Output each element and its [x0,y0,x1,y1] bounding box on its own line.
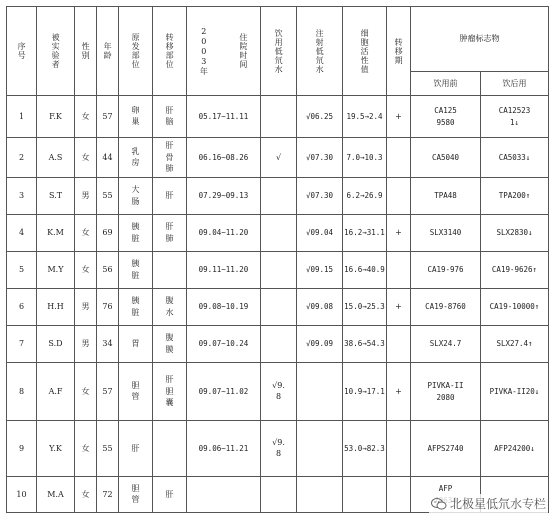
cell-transfer: + [387,363,411,421]
cell-transfer: + [387,289,411,326]
header-cell: 细胞活性值 [343,7,387,96]
table-row [7,421,549,477]
cell-cell: 6.2→26.9 [343,178,387,215]
cell-inject: √06.25 [297,96,343,138]
cell-sex: 女 [75,138,97,178]
cell-dates: 09.07~10.24 [187,326,261,363]
header-marker: 肿瘤标志物 [411,7,549,72]
cell-metastasis: 肝骨肺 [153,138,187,178]
wechat-icon [431,498,447,510]
cell-subject: F.K [37,96,75,138]
cell-primary: 胃 [119,326,153,363]
cell-before: CA5040 [411,138,481,178]
header-before: 饮用前 [411,72,481,96]
cell-primary: 胰脏 [119,215,153,252]
cell-age: 69 [97,215,119,252]
cell-inject: √09.04 [297,215,343,252]
cell-metastasis: 肝胆囊 [153,363,187,421]
header-after: 饮后用 [481,72,549,96]
cell-before: CA19-8760 [411,289,481,326]
table-row [7,178,549,215]
cell-sex: 女 [75,363,97,421]
header-no: 序号 [7,7,37,96]
cell-primary: 肝 [119,421,153,477]
cell-dates: 09.07~11.02 [187,363,261,421]
header-row [7,7,549,72]
header-sex: 性别 [75,7,97,96]
cell-cell: 15.0→25.3 [343,289,387,326]
cell-primary: 大肠 [119,178,153,215]
cell-age: 34 [97,326,119,363]
cell-before: TPA48 [411,178,481,215]
cell-subject: M.A [37,477,75,513]
watermark [429,494,548,513]
cell-no: 4 [7,215,37,252]
cell-after: SLX2830↓ [481,215,549,252]
cell-drink [261,252,297,289]
cell-no: 2 [7,138,37,178]
cell-metastasis [153,421,187,477]
cell-subject: S.T [37,178,75,215]
cell-before: SLX24.7 [411,326,481,363]
header-inject: 注射低氘水 [297,7,343,96]
watermark-text: 北极星低氘水专栏 [449,497,546,511]
header-metastasis: 转移部位 [153,7,187,96]
table-row [7,138,549,178]
cell-cell: 16.6→40.9 [343,252,387,289]
cell-drink [261,178,297,215]
cell-subject: S.D [37,326,75,363]
table-row [7,363,549,421]
cell-dates: 06.16~08.26 [187,138,261,178]
cell-drink [261,289,297,326]
cell-after: AFP24200↓ [481,421,549,477]
cell-age: 57 [97,363,119,421]
cell-transfer [387,477,411,513]
header-transfer: 转移期 [387,7,411,96]
cell-metastasis: 肝肺 [153,215,187,252]
cell-age: 57 [97,96,119,138]
cell-subject: A.S [37,138,75,178]
cell-cell: 38.6→54.3 [343,326,387,363]
cell-before: AFP [411,477,481,513]
cell-subject: M.Y [37,252,75,289]
cell-cell: 53.0→82.3 [343,421,387,477]
cell-metastasis: 腹膜 [153,326,187,363]
cell-subject: K.M [37,215,75,252]
cell-dates: 05.17~11.11 [187,96,261,138]
cell-dates: 09.06~11.21 [187,421,261,477]
header-subject: 被实验者 [37,7,75,96]
header-stay [187,7,261,96]
cell-sex: 女 [75,421,97,477]
cell-inject [297,363,343,421]
cell-sex: 女 [75,477,97,513]
table-row [7,326,549,363]
cell-no: 8 [7,363,37,421]
cell-drink [261,326,297,363]
cell-drink: √ [261,138,297,178]
cell-sex: 男 [75,178,97,215]
cell-before: CA19-976 [411,252,481,289]
cell-after: CA5033↓ [481,138,549,178]
cell-inject: √09.09 [297,326,343,363]
cell-drink [261,96,297,138]
cell-inject [297,477,343,513]
cell-age: 76 [97,289,119,326]
cell-subject: H.H [37,289,75,326]
cell-no: 10 [7,477,37,513]
cell-no: 3 [7,178,37,215]
cell-no: 1 [7,96,37,138]
cell-cell [343,477,387,513]
cell-cell: 16.2→31.1 [343,215,387,252]
cell-inject: √09.08 [297,289,343,326]
cell-metastasis: 肝 [153,178,187,215]
cell-primary: 胆管 [119,477,153,513]
cell-inject: √09.15 [297,252,343,289]
cell-sex: 女 [75,215,97,252]
cell-age: 56 [97,252,119,289]
cell-cell: 19.5→2.4 [343,96,387,138]
cell-primary: 胰脏 [119,252,153,289]
cell-subject: Y.K [37,421,75,477]
header-drink: 饮用低氘水 [261,7,297,96]
cell-dates [187,477,261,513]
cell-age: 55 [97,178,119,215]
cell-no: 5 [7,252,37,289]
cell-transfer [387,138,411,178]
table-row [7,96,549,138]
cell-transfer [387,178,411,215]
cell-no: 7 [7,326,37,363]
cell-dates: 09.04~11.20 [187,215,261,252]
cell-transfer [387,252,411,289]
cell-cell: 10.9→17.1 [343,363,387,421]
cell-age: 55 [97,421,119,477]
cell-before: SLX3140 [411,215,481,252]
header-stay-year: 2003年 [199,26,209,76]
cell-transfer: + [387,215,411,252]
cell-inject: √07.30 [297,138,343,178]
cell-primary: 卵巢 [119,96,153,138]
cell-before: CA125 9580 [411,96,481,138]
cell-after: CA12523 1↓ [481,96,549,138]
cell-metastasis: 肝脑 [153,96,187,138]
cell-metastasis: 肝 [153,477,187,513]
cell-transfer [387,326,411,363]
cell-sex: 男 [75,289,97,326]
cell-primary: 乳房 [119,138,153,178]
cell-after: CA19-10000↑ [481,289,549,326]
cell-subject: A.F [37,363,75,421]
cell-sex: 女 [75,252,97,289]
cell-before: AFPS2740 [411,421,481,477]
cell-after: SLX27.4↑ [481,326,549,363]
cell-after: TPA200↑ [481,178,549,215]
cell-age: 44 [97,138,119,178]
table-row [7,215,549,252]
cell-primary: 胰脏 [119,289,153,326]
cell-drink [261,477,297,513]
header-age: 年龄 [97,7,119,96]
cell-sex: 男 [75,326,97,363]
cell-before: PIVKA-II 2080 [411,363,481,421]
cell-cell: 7.0→10.3 [343,138,387,178]
cell-inject [297,421,343,477]
cell-drink: √9.8 [261,421,297,477]
clinical-table [6,6,549,513]
cell-no: 6 [7,289,37,326]
cell-after: CA19-9626↑ [481,252,549,289]
header-stay-time: 住院时间 [238,33,248,69]
cell-sex: 女 [75,96,97,138]
cell-primary: 胆管 [119,363,153,421]
cell-dates: 07.29~09.13 [187,178,261,215]
cell-inject: √07.30 [297,178,343,215]
cell-metastasis [153,252,187,289]
table-row [7,289,549,326]
cell-dates: 09.11~11.20 [187,252,261,289]
header-primary: 原发部位 [119,7,153,96]
cell-transfer: + [387,96,411,138]
cell-metastasis: 腹水 [153,289,187,326]
cell-dates: 09.08~10.19 [187,289,261,326]
table-row [7,252,549,289]
cell-after: PIVKA-II20↓ [481,363,549,421]
cell-no: 9 [7,421,37,477]
cell-transfer [387,421,411,477]
cell-drink [261,215,297,252]
cell-drink: √9.8 [261,363,297,421]
cell-age: 72 [97,477,119,513]
